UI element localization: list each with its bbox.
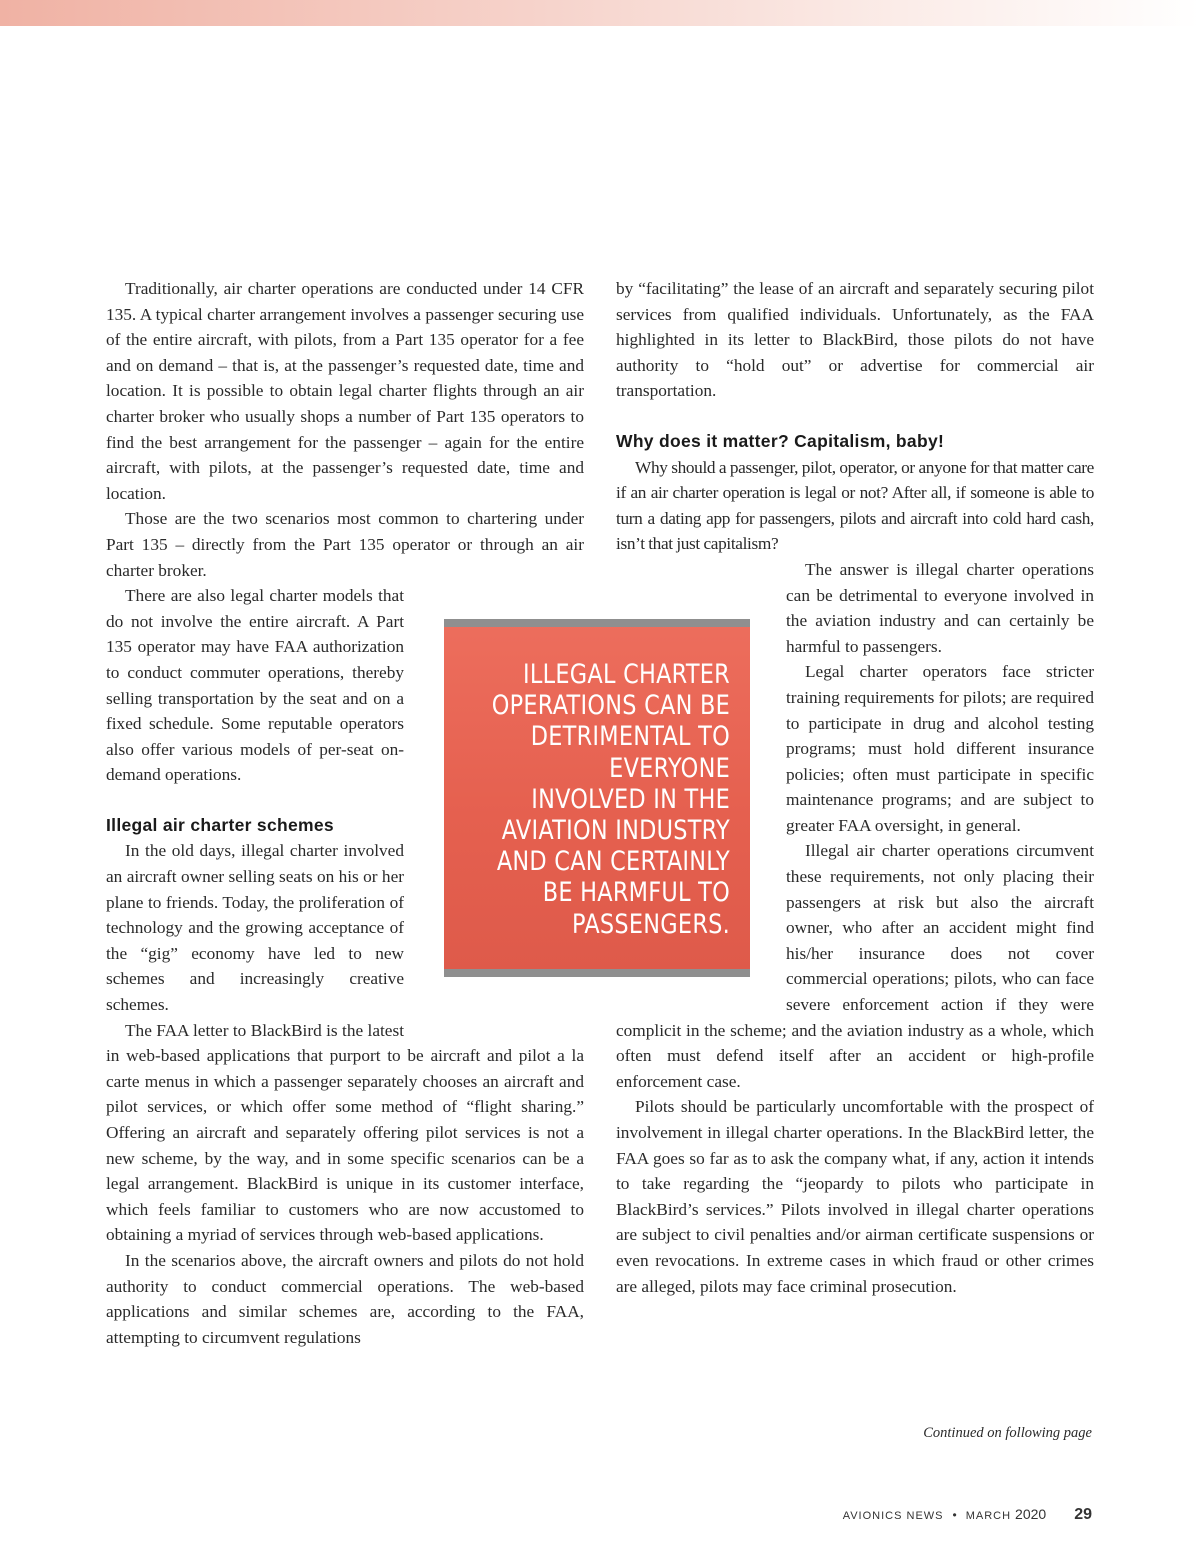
- footer-month: MARCH: [965, 1510, 1012, 1522]
- section-heading-why-matter: Why does it matter? Capitalism, baby!: [616, 430, 945, 451]
- page-footer: [843, 1506, 1092, 1524]
- left-paragraph-6: In the scenarios above, the aircraft owners and pilots do not hold authority to conduct commercial operations. The web-based applications and similar schemes are, according to the FAA, attempting to circumvent regulations: [106, 1250, 584, 1347]
- footer-publication: AVIONICS NEWS: [842, 1510, 944, 1522]
- right-paragraph-1: by “facilitating” the lease of an aircraft and separately securing pilot services from qualified individuals. Unfortunately, as the FAA highlighted in its letter to BlackBird, those pilots do not have authority to “hold out” or advertise for commercial air transportation.: [616, 279, 1094, 401]
- pull-quote-box: [444, 619, 750, 977]
- continued-note: Continued on following page: [923, 1425, 1092, 1441]
- footer-year: 2020: [1015, 1506, 1047, 1522]
- pull-quote-text: ILLEGAL CHARTER OPERATIONS CAN BE DETRIMENTAL TO EVERYONE INVOLVED IN THE AVIATION INDUSTRY AND CAN CERTAINLY BE HARMFUL TO PASSENGERS.: [491, 659, 730, 940]
- left-paragraph-2: Those are the two scenarios most common to chartering under Part 135 – directly from the Part 135 operator or through an air charter broker.: [106, 509, 584, 580]
- right-paragraph-4: Legal charter operators face stricter training requirements for pilots; are required to participate in drug and alcohol testing programs; must hold different insurance policies; often must participate in specific maintenance programs; and are subject to greater FAA oversight, in general.: [786, 662, 1094, 835]
- section-heading-illegal-schemes: Illegal air charter schemes: [106, 814, 334, 835]
- footer-bullet: •: [952, 1508, 957, 1522]
- page-number: 29: [1074, 1506, 1092, 1523]
- right-paragraph-3: The answer is illegal charter operations can be detrimental to everyone involved in the aviation industry and can certainly be harmful to passengers.: [786, 559, 1094, 656]
- left-paragraph-5: The FAA letter to BlackBird is the latest in web-based applications that purport to be aircraft and pilot a la carte menus in which a passenger separately chooses an aircraft and pilot services, or which offer some method of “flight sharing.” Offering an aircraft and separately offering pilot services is not a new scheme, by the way, and in some specific scenarios can be a legal arrangement. BlackBird is unique in its customer interface, which feels familiar to customers who are now accustomed to obtaining a myriad of services through web-based applications.: [106, 1020, 584, 1245]
- right-paragraph-2: Why should a passenger, pilot, operator, or anyone for that matter care if an air charter operation is legal or not? After all, if someone is able to turn a dating app for passengers, pilots and aircraft into cold hard cash, isn’t that just capitalism?: [616, 457, 1094, 554]
- pull-quote-top-bar: [444, 619, 750, 627]
- left-paragraph-1: Traditionally, air charter operations are conducted under 14 CFR 135. A typical charter arrangement involves a passenger securing use of the entire aircraft, with pilots, from a Part 135 operator for a fee and on demand – that is, at the passenger’s requested date, time and location. It is possible to obtain legal charter flights through an air charter broker who usually shops a number of Part 135 operators to find the best arrangement for the passenger – again for the entire aircraft, with pilots, at the passenger’s requested date, time and location.: [106, 279, 584, 503]
- header-color-band: [0, 0, 1200, 26]
- right-paragraph-6: Pilots should be particularly uncomfortable with the prospect of involvement in illegal charter operations. In the BlackBird letter, the FAA goes so far as to ask the company what, if any, action it intends to take regarding the “jeopardy to pilots who participate in BlackBird’s services.” Pilots involved in illegal charter operations are subject to civil penalties and/or airman certificate suspensions or even revocations. In extreme cases in which fraud or other crimes are alleged, pilots may face criminal prosecution.: [616, 1097, 1094, 1296]
- pull-quote-bottom-bar: [444, 969, 750, 977]
- right-paragraph-5: Illegal air charter operations circumvent these requirements, not only placing their passengers at risk but also the aircraft owner, who after an accident might find his/her insurance does not cover commercial operations; pilots, who can face severe enforcement action if they were complicit in the scheme; and the aviation industry as a whole, which often must defend itself after an accident or high-profile enforcement case.: [616, 841, 1094, 1091]
- left-paragraph-4: In the old days, illegal charter involved an aircraft owner selling seats on his or her plane to friends. Today, the proliferation of technology and the growing acceptance of the “gig” economy have led to new schemes and increasingly creative schemes.: [106, 841, 404, 1015]
- left-paragraph-3: There are also legal charter models that do not involve the entire aircraft. A Part 135 operator may have FAA authorization to conduct commuter operations, thereby selling transportation by the seat and on a fixed schedule. Some reputable operators also offer various models of per-seat on-demand operations.: [106, 586, 404, 785]
